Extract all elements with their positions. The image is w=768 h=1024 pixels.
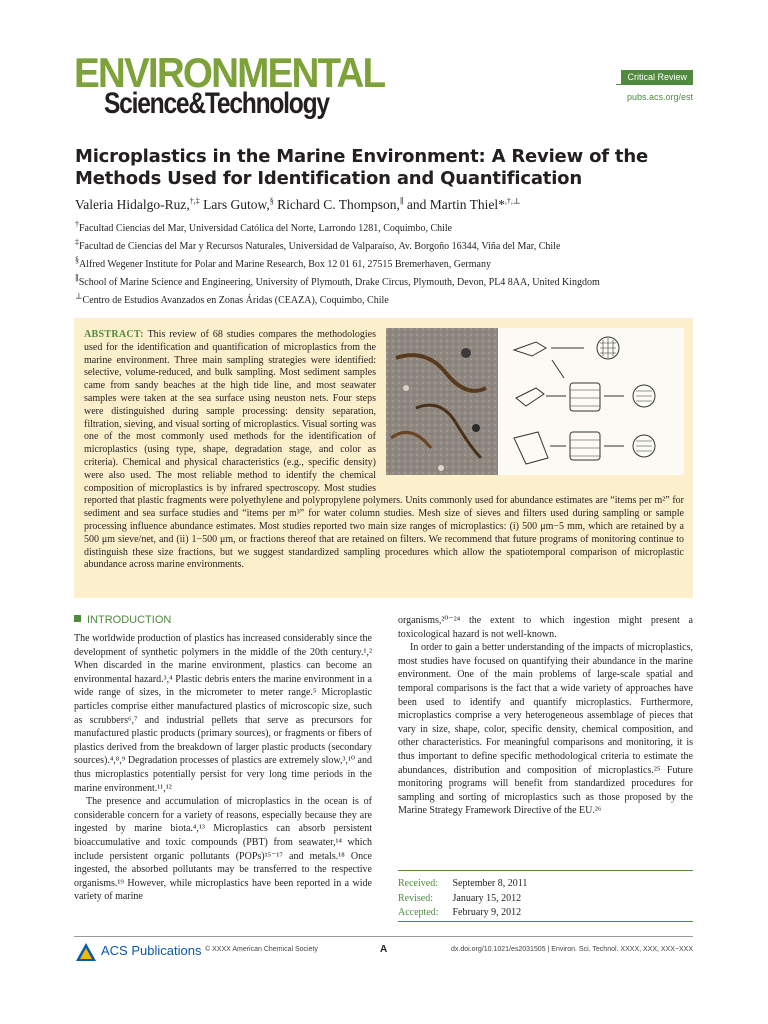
affiliation (75, 255, 491, 271)
affiliation-text: Facultad Ciencias del Mar, Universidad Católica del Norte, Larrondo 1281, Coquimbo, Chile (79, 223, 453, 234)
history-date: September 8, 2011 (452, 878, 528, 889)
history-row (398, 877, 527, 892)
abstract-text: This review of 68 studies compares the methodologies used for the identification and quantification of microplastics from the marine environment. Three main sampling strategies were identified: selective, volume-reduced, and bulk sampling. Most sediment samples came from sandy beaches at the high tide line, and most seawater samples were taken at the sea surface using neuston nets. Four steps were distinguished during sample processing: density separation, filtration, sieving, and visual sorting of microplastics. Visual sorting was one of the most commonly used methods for the identification of microplastics (using type, shape, degradation stage, and color as criteria). Chemical and physical characteristics (e.g., specific density) were also used. The most reliable method to identify the chemical composition of microplastics is by infrared spectroscopy. Most studies reported that plastic fragments were polyethylene and polypropylene polymers. Units commonly used for abundance estimates are “items per m²” for sediment and sea surface studies and “items per m³” for water column studies. Mesh size of sieves and filters used during sampling or sample processing influence abundance estimates. Most studies reported two main size ranges of microplastics: (i) 500 μm−5 mm, which are retained by a 500 μm sieve/net, and (ii) 1−500 μm, or fractions thereof that are retained on filters. We recommend that future programs of monitoring continue to distinguish these size fractions, but we suggest standardized sampling procedures which allow the spatiotemporal comparison of microplastic abundance across marine environments. (84, 329, 684, 571)
section-heading-text: INTRODUCTION (87, 614, 172, 626)
header-divider (616, 84, 693, 85)
section-heading (74, 614, 171, 626)
affiliation-mark: § (75, 255, 79, 265)
author-list (75, 196, 520, 214)
page-number: A (380, 944, 388, 955)
abstract-label: ABSTRACT: (84, 329, 144, 340)
history-label: Revised: (398, 892, 433, 904)
author-name[interactable]: Richard C. Thompson, (277, 197, 400, 212)
affiliation-text: Alfred Wegener Institute for Polar and Marine Research, Box 12 01 61, 27515 Bremerhaven, Germany (79, 259, 491, 270)
history-label: Received: (398, 878, 438, 889)
history-label: Accepted: (398, 907, 439, 918)
author-mark: ,†,⊥ (504, 196, 521, 206)
logo-line-1: ENVIRONMENTAL (74, 49, 385, 96)
volume-reduced-sampling (516, 388, 544, 406)
journal-url-link[interactable]: pubs.acs.org/est (626, 92, 693, 102)
history-date: January 15, 2012 (452, 892, 522, 904)
affiliation (75, 219, 453, 235)
affiliation-mark: ⊥ (75, 291, 83, 301)
article-history (398, 877, 527, 921)
article-type-badge: Critical Review (621, 70, 693, 85)
bulk-sampling-net (514, 432, 548, 464)
author-name[interactable]: Lars Gutow, (203, 197, 270, 212)
author-mark: ∥ (399, 196, 404, 206)
affiliation-mark: † (75, 219, 79, 229)
copyright-notice: © XXXX American Chemical Society (205, 946, 318, 953)
affiliation-text: Centro de Estudios Avanzados en Zonas Áridas (CEAZA), Coquimbo, Chile (82, 295, 389, 306)
history-date: February 9, 2012 (452, 907, 522, 918)
article-title: Microplastics in the Marine Environment: A Review of the Methods Used for Identification and Quantification (75, 146, 648, 189)
footer-divider (74, 936, 693, 937)
affiliation-mark: ∥ (75, 273, 79, 283)
selective-sampling-hand (514, 342, 546, 356)
paragraph: The presence and accumulation of microplastics in the ocean is of considerable concern for a variety of reasons, especially because they are ingested by marine biota.⁴,¹³ Microplastics can absorb persistent bioaccumulative and toxic compounds (PBT) from seawater,¹⁴ which include persistent organic pollutants (POPs)¹⁵⁻¹⁷ and metals.¹⁸ Once ingested, the absorbed pollutants may be transferred to the respective organisms.¹⁹ However, while microplastics have been reported in a wide variety of marine (74, 796, 372, 903)
author-mark: § (269, 196, 274, 206)
author-name[interactable]: and Martin Thiel* (406, 197, 505, 212)
affiliation-text: School of Marine Science and Engineering, University of Plymouth, Drake Circus, Plymouth, Devon, PL4 8AA, United Kingdom (78, 277, 600, 288)
acs-logo-icon (74, 942, 98, 962)
toc-graphic (386, 328, 684, 475)
affiliation-mark: ‡ (75, 237, 79, 247)
paragraph: The worldwide production of plastics has increased considerably since the development of synthetic polymers in the middle of the 20th century.¹,² When discarded in the marine environment, plastics can become an environmental hazard.³,⁴ Plastic debris enters the marine environment in a wide range of sizes, in the micrometer to meter range.⁵ Microplastic particles comprise either manufactured plastics of microscopic size, such as scrubbers⁶,⁷ and industrial pellets that serve as precursors for manufactured plastic products (primary sources), or fragments or fibers of plastics derived from the breakdown of larger plastic products (secondary sources).⁴,⁸,⁹ Degradation processes of plastics are extremely slow,³,¹⁰ and thus microplastics potentially persist for very long time periods in the marine environment.¹¹,¹² (74, 633, 372, 794)
history-row (398, 892, 527, 907)
beach-sample-photo (386, 328, 498, 475)
author-name[interactable]: Valeria Hidalgo-Ruz, (75, 197, 190, 212)
journal-logo (74, 49, 385, 132)
history-rule-bottom (398, 921, 693, 922)
publisher-name[interactable]: ACS Publications (101, 943, 202, 958)
affiliation (75, 237, 561, 253)
left-column (74, 632, 372, 904)
doi-citation[interactable]: dx.doi.org/10.1021/es2031505 | Environ. Sci. Technol. XXXX, XXX, XXX−XXX (451, 946, 693, 953)
logo-line-2: Science&Technology (104, 87, 329, 120)
history-rule-top (398, 870, 693, 871)
affiliation-text: Facultad de Ciencias del Mar y Recursos Naturales, Universidad de Valparaíso, Av. Borgoño 16344, Viña del Mar, Chile (79, 241, 561, 252)
paragraph: organisms,²⁰⁻²⁴ the extent to which ingestion might present a toxicological hazard is not well-known. (398, 615, 693, 640)
affiliation (75, 291, 389, 307)
history-row (398, 906, 527, 921)
right-column (398, 614, 693, 818)
author-mark: †,‡ (189, 196, 200, 206)
method-diagram (514, 337, 655, 464)
affiliation (75, 273, 600, 289)
section-marker-icon (74, 615, 81, 622)
paragraph: In order to gain a better understanding of the impacts of microplastics, most studies have focused on quantifying their abundance in the marine environment. One of the main problems of large-scale spatial and temporal comparisons is the fact that a wide variety of approaches have been used to identify and quantify microplastics. Furthermore, microplastics comprise a very heterogeneous assemblage of pieces that vary in size, shape, color, specific density, chemical composition, and other characteristics. For meaningful comparisons and monitoring, it is thus important to define specific methodological criteria to estimate the abundances, distribution and composition of microplastics.²⁵ Future monitoring programs will benefit from standardized procedures for sampling and sorting of microplastics such as those proposed by the Marine Strategy Framework Directive of the EU.²⁶ (398, 642, 693, 817)
